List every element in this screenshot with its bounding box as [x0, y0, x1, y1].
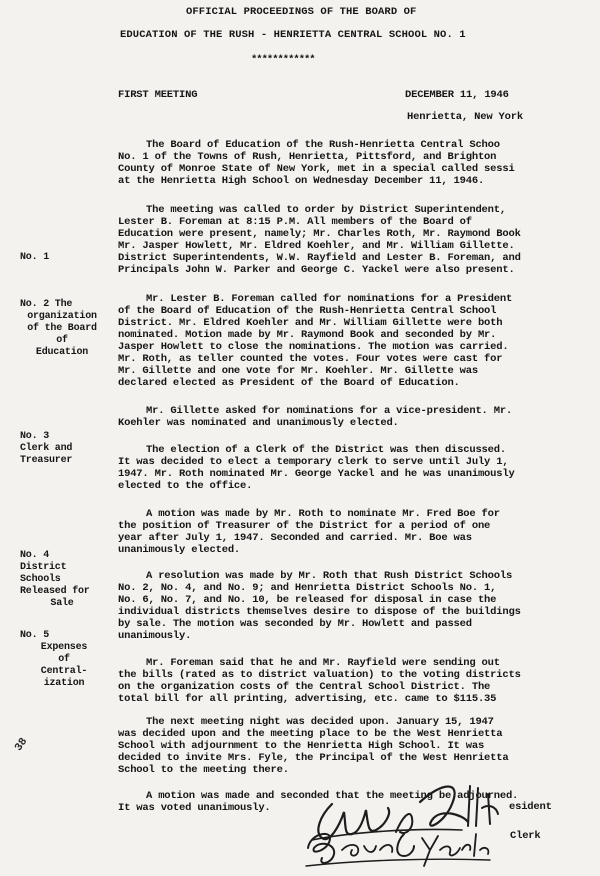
paragraph-line: School to the meeting there. [118, 764, 289, 776]
margin-note-line: organization [27, 311, 97, 322]
paragraph-line: Principals John W. Parker and George C. Yackel were also present. [118, 264, 515, 276]
margin-note-line: Expenses [40, 642, 88, 653]
paragraph-line: A motion was made and seconded that the meeting be adjourned. [146, 790, 519, 802]
paragraph-line: decided to invite Mrs. Fyle, the Principal of the West Henrietta [118, 752, 509, 764]
paragraph-line: The election of a Clerk of the District was then discussed. [146, 444, 506, 456]
meeting-date: DECEMBER 11, 1946 [405, 89, 509, 101]
paragraph-line: of the Board of Education of the Rush-Henrietta Central School [118, 305, 497, 317]
title-line-1: OFFICIAL PROCEEDINGS OF THE BOARD OF [186, 6, 417, 18]
paragraph-line: Mr. Roth, as teller counted the votes. Four votes were cast for [118, 353, 503, 365]
paragraph-line: Mr. Foreman said that he and Mr. Rayfield were sending out [146, 657, 500, 669]
title-line-2: EDUCATION OF THE RUSH - HENRIETTA CENTRAL SCHOOL NO. 1 [120, 29, 466, 41]
paragraph-line: year after July 1, 1947. Seconded and carried. Mr. Boe was [118, 532, 472, 544]
paragraph-line: Jasper Howlett to close the nominations. The motion was carried. [118, 341, 509, 353]
paragraph-line: 1947. Mr. Roth nominated Mr. George Yackel and he was unanimously [118, 468, 515, 480]
paragraph-line: at the Henrietta High School on Wednesday December 11, 1946. [118, 175, 485, 187]
paragraph-line: Lester B. Foreman at 8:15 P.M. All members of the Board of [118, 216, 472, 228]
paragraph-line: A motion was made by Mr. Roth to nominate Mr. Fred Boe for [146, 508, 500, 520]
paragraph-line: The Board of Education of the Rush-Henrietta Central Schoo [146, 139, 500, 151]
paragraph-line: It was voted unanimously. [118, 802, 271, 814]
margin-stamp-mark [8, 727, 34, 757]
margin-note-line: No. 4 [20, 550, 50, 561]
margin-note-line: Sale [50, 598, 74, 609]
margin-note-line: No. 5 [20, 630, 50, 641]
paragraph-line: individual districts themselves desire to dispose of the buildings [118, 606, 521, 618]
paragraph-line: total bill for all printing, advertising, etc. came to $115.35 [118, 693, 497, 705]
margin-note-line: Central- [40, 666, 88, 677]
margin-note-line: No. 2 The [20, 299, 73, 310]
paragraph-line: School with adjournment to the Henrietta High School. It was [118, 740, 485, 752]
meeting-place: Henrietta, New York [407, 111, 523, 123]
meeting-label: FIRST MEETING [118, 89, 198, 101]
paragraph-line: Mr. Lester B. Foreman called for nominations for a President [146, 293, 513, 305]
paragraph-line: The next meeting night was decided upon. January 15, 1947 [146, 716, 494, 728]
paragraph-line: was decided upon and the meeting place to be the West Henrietta [118, 728, 503, 740]
margin-note-line: Treasurer [20, 455, 73, 466]
paragraph-line: County of Monroe State of New York, met in a special called sessi [118, 163, 515, 175]
margin-note-line: of [58, 654, 70, 665]
paragraph-line: unanimously elected. [118, 544, 241, 556]
clerk-label: Clerk [510, 830, 541, 842]
paragraph-line: elected to the office. [118, 480, 253, 492]
paragraph-line: No. 6, No. 7, and No. 10, be released for disposal in case the [118, 594, 497, 606]
margin-note-line: of [56, 335, 68, 346]
president-label: esident [509, 801, 552, 813]
margin-note-line: Released for [20, 586, 90, 597]
paragraph-line: Koehler was nominated and unanimously elected. [118, 417, 399, 429]
paragraph-line: Mr. Gillette asked for nominations for a vice-president. Mr. [146, 405, 513, 417]
paragraph-line: nominated. Motion made by Mr. Raymond Book and seconded by Mr. [118, 329, 497, 341]
title-rule: ************ [251, 54, 315, 66]
paragraph-line: No. 1 of the Towns of Rush, Henrietta, Pittsford, and Brighton [118, 151, 497, 163]
margin-note-line: of the Board [27, 323, 97, 334]
margin-note-line: No. 1 [20, 252, 50, 263]
paragraph-line: Education were present, namely; Mr. Charles Roth, Mr. Raymond Book [118, 228, 521, 240]
paragraph-line: A resolution was made by Mr. Roth that Rush District Schools [146, 570, 513, 582]
paragraph-line: on the organization costs of the Central School District. The [118, 681, 491, 693]
paragraph-line: It was decided to elect a temporary clerk to serve until July 1, [118, 456, 509, 468]
paragraph-line: The meeting was called to order by District Superintendent, [146, 204, 506, 216]
margin-note-line: Education [35, 347, 89, 358]
paragraph-line: unanimously. [118, 630, 192, 642]
clerk-signature [300, 820, 500, 876]
margin-note-line: District [20, 562, 67, 573]
margin-note-line: Clerk and [20, 443, 73, 454]
paragraph-line: by sale. The motion was seconded by Mr. Howlett and passed [118, 618, 472, 630]
paragraph-line: the position of Treasurer of the District for a period of one [118, 520, 491, 532]
margin-stamp-text: 38 [12, 736, 31, 754]
margin-note-line: No. 3 [20, 431, 50, 442]
paragraph-line: declared elected as President of the Board of Education. [118, 377, 460, 389]
margin-note-line: Schools [20, 574, 61, 585]
paragraph-line: the bills (rated as to district valuation) to the voting districts [118, 669, 521, 681]
paragraph-line: District. Mr. Eldred Koehler and Mr. William Gillette were both [118, 317, 503, 329]
paragraph-line: No. 2, No. 4, and No. 9; and Henrietta District Schools No. 1, [118, 582, 497, 594]
margin-note-line: ization [43, 678, 85, 689]
paragraph-line: District Superintendents, W.W. Rayfield and Lester B. Foreman, and [118, 252, 521, 264]
paragraph-line: Mr. Jasper Howlett, Mr. Eldred Koehler, and Mr. William Gillette. [118, 240, 515, 252]
paragraph-line: Mr. Gillette and one vote for Mr. Koehler. Mr. Gillette was [118, 365, 478, 377]
